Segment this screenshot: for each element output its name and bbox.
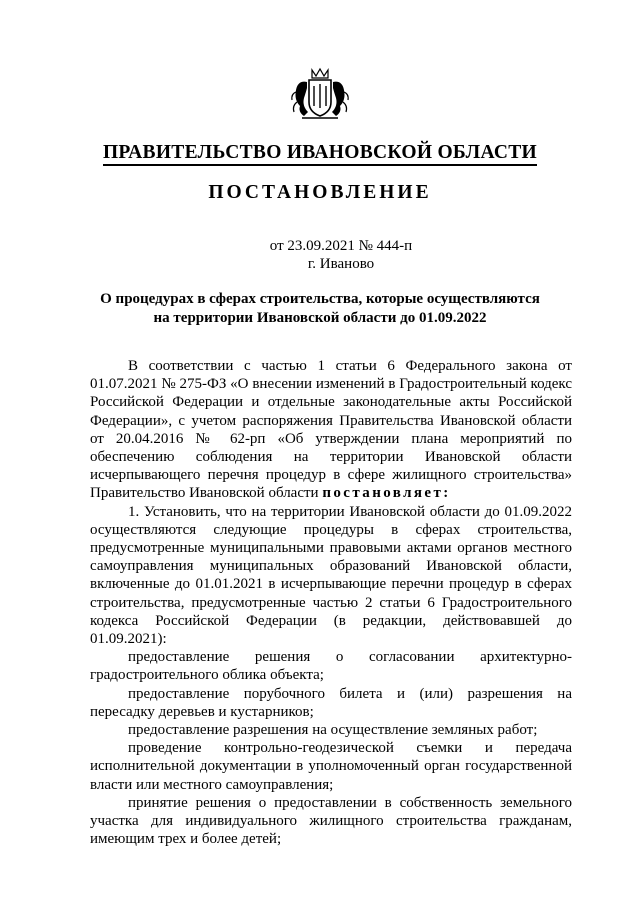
list-item: предоставление разрешения на осуществление земляных работ;: [128, 722, 538, 739]
document-type: ПОСТАНОВЛЕНИЕ: [208, 182, 432, 203]
intro-paragraph: В соответствии с частью 1 статьи 6 Федерального закона от 01.07.2021 № 275-ФЗ «О внесении изменений в Градостроительный кодекс Российской Федерации и отдельные законодательные акты Российской Федерации», с учетом распоряжения Правительства Ивановской области от 20.04.2016 № 62-рп «Об утверждении плана мероприятий по обеспечению соблюдения на территории Ивановской области исчерпывающего перечня процедур в сфере жилищного строительства» Правительство Ивановской области постановляет:: [90, 358, 572, 502]
list-item: принятие решения о предоставлении в собственность земельного участка для индивидуального жилищного строительства гражданам, имеющим трех и более детей;: [90, 794, 572, 848]
government-name: ПРАВИТЕЛЬСТВО ИВАНОВСКОЙ ОБЛАСТИ: [0, 142, 640, 164]
coat-of-arms-icon: [290, 66, 350, 122]
list-item: предоставление решения о согласовании архитектурно-градостроительного облика объекта;: [90, 649, 572, 684]
document-meta: [0, 237, 640, 273]
resolves-word: постановляет:: [322, 485, 451, 502]
list-item: проведение контрольно-геодезической съемки и передача исполнительной документации в уполномоченный орган государственной власти или местного самоуправления;: [90, 740, 572, 793]
list-item: предоставление порубочного билета и (или) разрешения на пересадку деревьев и кустарников;: [90, 685, 572, 720]
item-1-paragraph: 1. Установить, что на территории Ивановской области до 01.09.2022 осуществляются следующие процедуры в сферах строительства, предусмотренные муниципальными правовыми актами органов местного самоуправления муниципальных образований Ивановской области, включенные до 01.01.2021 в исчерпывающие перечни процедур в сферах строительства, предусмотренные частью 2 статьи 6 Градостроительного кодекса Российской Федерации (в редакции, действовавшей до 01.09.2021):: [90, 503, 572, 648]
document-body: [90, 357, 572, 848]
city: г. Иваново: [307, 256, 375, 272]
document-subject: [80, 290, 560, 328]
subject-line-2: на территории Ивановской области до 01.09.2022: [153, 310, 487, 326]
subject-line-1: О процедурах в сферах строительства, которые осуществляются: [100, 291, 540, 307]
date-number: от 23.09.2021 № 444-п: [269, 238, 413, 254]
